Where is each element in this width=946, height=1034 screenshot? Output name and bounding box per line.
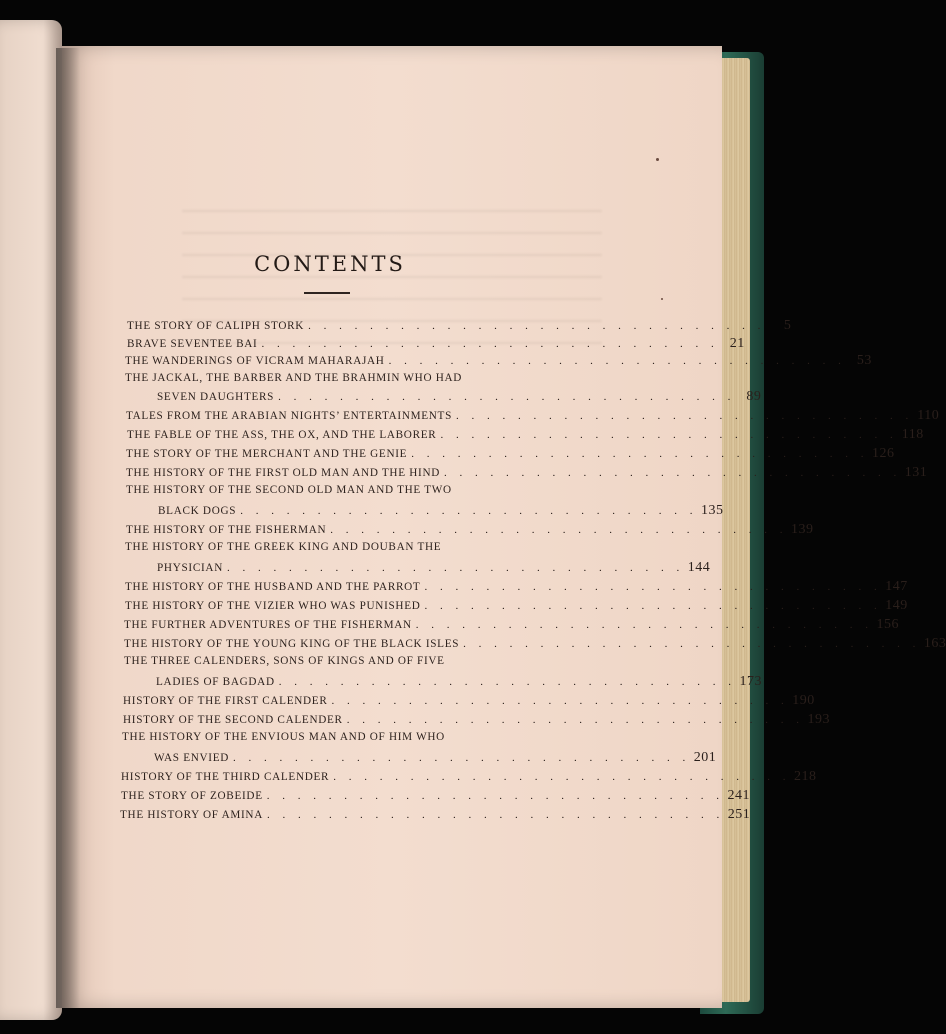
contents-entry	[125, 598, 908, 616]
contents-entry	[125, 541, 546, 559]
leader-dots: . . . . . . . . . . . . . . . . . . . . . . . . . . . . . .	[240, 505, 698, 517]
contents-entry	[120, 807, 751, 825]
entry-title: HISTORY OF THE THIRD CALENDER	[121, 771, 330, 783]
entry-title: SEVEN DAUGHTERS	[157, 391, 275, 403]
contents-entry	[124, 655, 546, 673]
contents-entry	[156, 674, 762, 692]
leader-dots: . . . . . . . . . . . . . . . . . . . . . . . . . . . . . .	[388, 355, 846, 367]
leader-dots: . . . . . . . . . . . . . . . . . . . . . . . . . . . . . .	[333, 771, 791, 783]
entry-title: THE FABLE OF THE ASS, THE OX, AND THE LABORER	[127, 429, 437, 441]
contents-entry	[126, 446, 895, 464]
entry-title: THE HISTORY OF THE FISHERMAN	[126, 524, 327, 536]
leader-dots: . . . . . . . . . . . . . . . . . . . . . . . . . . . . . .	[346, 714, 804, 726]
leader-dots: . . . . . . . . . . . . . . . . . . . . . . . . . . . . . .	[424, 581, 882, 593]
entry-page-number: 251	[727, 807, 751, 822]
entry-page-number: 173	[739, 674, 762, 689]
entry-title: THE HISTORY OF THE FIRST OLD MAN AND THE HIND	[126, 467, 440, 479]
entry-page-number: 89	[746, 389, 762, 404]
entry-title: THE HISTORY OF AMINA	[120, 809, 263, 821]
contents-entry	[124, 617, 900, 635]
entry-page-number: 149	[885, 598, 908, 613]
entry-page-number: 193	[807, 712, 830, 727]
leader-dots: . . . . . . . . . . . . . . . . . . . . . . . . . . . . . .	[330, 524, 788, 536]
contents-entry	[124, 636, 946, 654]
entry-page-number: 156	[876, 617, 900, 632]
entry-page-number: 53	[856, 353, 872, 368]
entry-title: LADIES OF BAGDAD	[156, 676, 275, 688]
contents-entry	[123, 712, 830, 730]
entry-page-number: 118	[901, 427, 924, 442]
entry-title: THE JACKAL, THE BARBER AND THE BRAHMIN WHO HAD	[125, 372, 463, 384]
entry-page-number: 21	[729, 336, 745, 351]
leader-dots: . . . . . . . . . . . . . . . . . . . . . . . . . . . . . .	[331, 695, 789, 707]
leader-dots: . . . . . . . . . . . . . . . . . . . . . . . . . . . . . .	[233, 752, 691, 764]
contents-entry	[126, 465, 928, 483]
leader-dots: . . . . . . . . . . . . . . . . . . . . . . . . . . . . . .	[308, 320, 766, 332]
contents-entry	[154, 750, 717, 768]
leader-dots: . . . . . . . . . . . . . . . . . . . . . . . . . . . . . .	[226, 562, 685, 574]
leader-dots: . . . . . . . . . . . . . . . . . . . . . . . . . . . . . .	[415, 619, 874, 631]
entry-page-number: 139	[791, 522, 814, 537]
entry-title: THE FURTHER ADVENTURES OF THE FISHERMAN	[124, 619, 412, 631]
leader-dots: . . . . . . . . . . . . . . . . . . . . . . . . . . . . . .	[266, 790, 724, 802]
leader-dots: . . . . . . . . . . . . . . . . . . . . . . . . . . . . . .	[411, 448, 869, 460]
entry-title: THE HISTORY OF THE SECOND OLD MAN AND THE TWO	[126, 484, 452, 496]
contents-entry	[157, 560, 711, 578]
contents-entry	[121, 769, 817, 787]
leader-dots: . . . . . . . . . . . . . . . . . . . . . . . . . . . . . .	[424, 600, 882, 612]
entry-page-number: 131	[904, 465, 928, 480]
entry-page-number: 241	[727, 788, 750, 803]
entry-title: THE STORY OF ZOBEIDE	[121, 790, 263, 802]
contents-entry	[125, 353, 872, 371]
entry-title: THE HISTORY OF THE HUSBAND AND THE PARROT	[125, 581, 421, 593]
contents-entry	[121, 788, 750, 806]
entry-page-number: 218	[793, 769, 817, 784]
entry-title: BLACK DOGS	[158, 505, 237, 517]
entry-title: THE WANDERINGS OF VICRAM MAHARAJAH	[125, 355, 385, 367]
contents-entry	[126, 408, 940, 426]
entry-page-number: 5	[783, 318, 792, 333]
contents-entry	[125, 372, 546, 390]
leader-dots: . . . . . . . . . . . . . . . . . . . . . . . . . . . . . .	[261, 338, 719, 350]
entry-page-number: 190	[792, 693, 815, 708]
entry-title: THE HISTORY OF THE VIZIER WHO WAS PUNISHED	[125, 600, 421, 612]
contents-entry	[123, 693, 815, 711]
entry-page-number: 201	[693, 750, 717, 765]
contents-entry	[125, 579, 908, 597]
entry-page-number: 147	[885, 579, 908, 594]
entry-title: THE HISTORY OF THE YOUNG KING OF THE BLACK ISLES	[124, 638, 460, 650]
page-title: CONTENTS	[254, 252, 406, 276]
entry-page-number: 135	[700, 503, 724, 518]
entry-title: WAS ENVIED	[154, 752, 230, 764]
paper-speck	[661, 298, 663, 300]
entry-page-number: 126	[871, 446, 895, 461]
paper-speck	[656, 158, 659, 161]
leader-dots: . . . . . . . . . . . . . . . . . . . . . . . . . . . . . .	[278, 391, 736, 403]
contents-entry	[127, 318, 792, 336]
contents-entry	[157, 389, 762, 407]
entry-title: THE STORY OF THE MERCHANT AND THE GENIE	[126, 448, 408, 460]
leader-dots: . . . . . . . . . . . . . . . . . . . . . . . . . . . . . .	[266, 809, 725, 821]
entry-title: THE HISTORY OF THE GREEK KING AND DOUBAN THE	[125, 541, 442, 553]
entry-title: THE THREE CALENDERS, SONS OF KINGS AND OF FIVE	[124, 655, 445, 667]
contents-entry	[126, 484, 546, 502]
leader-dots: . . . . . . . . . . . . . . . . . . . . . . . . . . . . . .	[456, 410, 914, 422]
contents-entry	[127, 336, 745, 354]
contents-entry	[158, 503, 724, 521]
entry-title: TALES FROM THE ARABIAN NIGHTS’ ENTERTAINMENTS	[126, 410, 453, 422]
contents-entry	[127, 427, 924, 445]
entry-title: THE HISTORY OF THE ENVIOUS MAN AND OF HIM WHO	[122, 731, 445, 743]
contents-entry	[122, 731, 546, 749]
entry-page-number: 163	[923, 636, 946, 651]
leader-dots: . . . . . . . . . . . . . . . . . . . . . . . . . . . . . .	[278, 676, 736, 688]
entry-title: BRAVE SEVENTEE BAI	[127, 338, 258, 350]
leader-dots: . . . . . . . . . . . . . . . . . . . . . . . . . . . . . .	[444, 467, 902, 479]
contents-entry	[126, 522, 814, 540]
leader-dots: . . . . . . . . . . . . . . . . . . . . . . . . . . . . . .	[463, 638, 921, 650]
entry-title: HISTORY OF THE SECOND CALENDER	[123, 714, 343, 726]
entry-page-number: 110	[917, 408, 940, 423]
leader-dots: . . . . . . . . . . . . . . . . . . . . . . . . . . . . . .	[440, 429, 898, 441]
entry-title: HISTORY OF THE FIRST CALENDER	[123, 695, 328, 707]
entry-title: PHYSICIAN	[157, 562, 223, 574]
entry-page-number: 144	[687, 560, 711, 575]
entry-title: THE STORY OF CALIPH STORK	[127, 320, 305, 332]
